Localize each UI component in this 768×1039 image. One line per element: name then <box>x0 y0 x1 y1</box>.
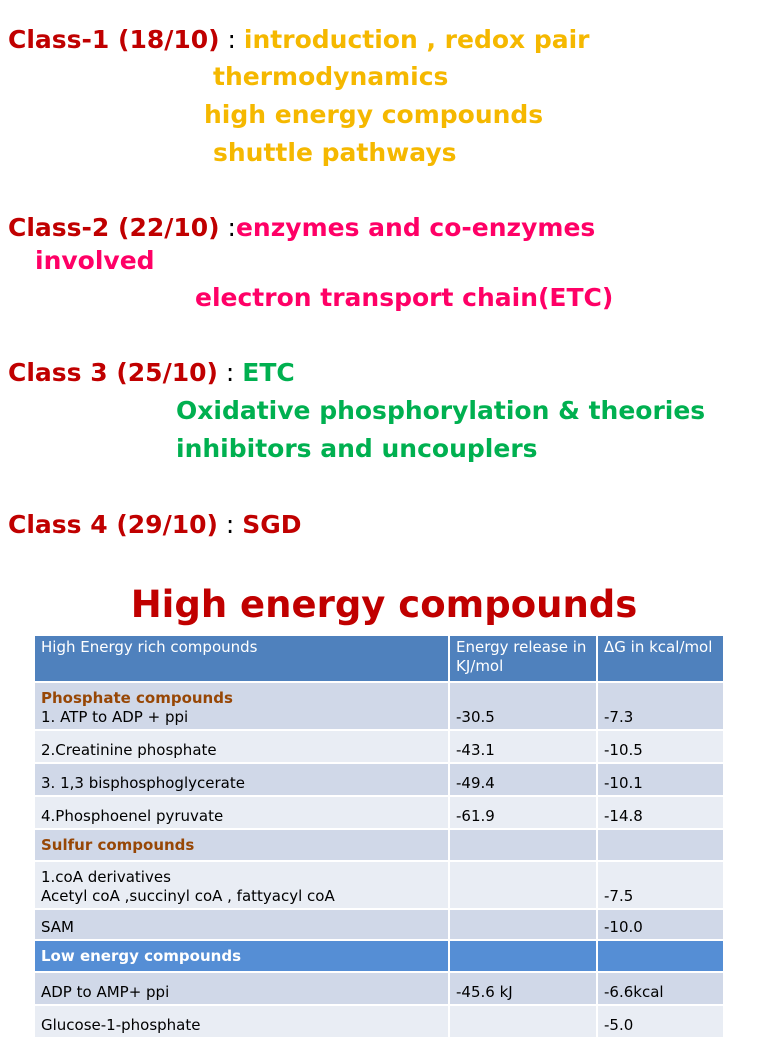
table-header-row <box>34 635 724 682</box>
energy-cell <box>449 1005 597 1038</box>
compound-cell: 4.Phosphoenel pyruvate <box>34 796 449 829</box>
class3-label: Class 3 (25/10) <box>8 358 218 387</box>
class4-sep: : <box>217 510 243 539</box>
dg-cell: -5.0 <box>597 1005 724 1038</box>
class2-topic-2: involved <box>35 246 155 275</box>
dg-cell: -6.6kcal <box>597 972 724 1005</box>
table-row <box>34 682 724 730</box>
empty-cell <box>449 940 597 972</box>
table-row <box>34 763 724 796</box>
class1-sep: : <box>219 25 244 54</box>
dg-cell: -7.3 <box>597 682 724 730</box>
class2-topic-3: electron transport chain(ETC) <box>195 283 614 312</box>
table-row <box>34 829 724 861</box>
class2-sep: : <box>219 213 236 242</box>
energy-table <box>33 634 725 1039</box>
empty-cell <box>597 829 724 861</box>
dg-cell: -7.5 <box>597 861 724 909</box>
compound-cell: 2.Creatinine phosphate <box>34 730 449 763</box>
compound-line-2: Acetyl coA ,succinyl coA , fattyacyl coA <box>41 887 335 905</box>
table-row <box>34 972 724 1005</box>
table-row <box>34 796 724 829</box>
class3-line <box>8 358 295 388</box>
class1-line <box>8 25 590 55</box>
class1-topic-1: introduction , redox pair <box>243 25 590 54</box>
compound-cell: SAM <box>34 909 449 940</box>
class3-topic-3: inhibitors and uncouplers <box>176 434 538 463</box>
empty-cell <box>597 940 724 972</box>
table-row <box>34 1005 724 1038</box>
table-title: High energy compounds <box>130 583 638 626</box>
header-compounds: High Energy rich compounds <box>34 635 449 682</box>
class1-topic-3: high energy compounds <box>204 100 544 129</box>
class2-topic-1: enzymes and co-enzymes <box>235 213 596 242</box>
table-row <box>34 861 724 909</box>
table-row <box>34 909 724 940</box>
class1-label: Class-1 (18/10) <box>8 25 220 54</box>
class2-line <box>8 213 595 243</box>
section-low: Low energy compounds <box>34 940 449 972</box>
header-dg: ΔG in kcal/mol <box>597 635 724 682</box>
energy-cell: -49.4 <box>449 763 597 796</box>
class1-topic-2: thermodynamics <box>213 62 449 91</box>
dg-cell: -10.5 <box>597 730 724 763</box>
table-row <box>34 940 724 972</box>
header-energy: Energy release in KJ/mol <box>449 635 597 682</box>
energy-cell: -43.1 <box>449 730 597 763</box>
table-row <box>34 730 724 763</box>
class3-topic-1: ETC <box>242 358 295 387</box>
energy-cell <box>449 861 597 909</box>
dg-cell: -14.8 <box>597 796 724 829</box>
dg-cell: -10.1 <box>597 763 724 796</box>
class4-topic-1: SGD <box>242 510 302 539</box>
energy-cell <box>449 909 597 940</box>
dg-cell: -10.0 <box>597 909 724 940</box>
compound-cell <box>34 861 449 909</box>
class2-label: Class-2 (22/10) <box>8 213 220 242</box>
section-sulfur: Sulfur compounds <box>34 829 449 861</box>
compound-cell: ADP to AMP+ ppi <box>34 972 449 1005</box>
compound-cell: 3. 1,3 bisphosphoglycerate <box>34 763 449 796</box>
compound-cell: Glucose-1-phosphate <box>34 1005 449 1038</box>
phosphate-cell <box>34 682 449 730</box>
class1-topic-4: shuttle pathways <box>213 138 457 167</box>
class3-sep: : <box>217 358 243 387</box>
section-phosphate: Phosphate compounds <box>41 689 233 707</box>
class3-topic-2: Oxidative phosphorylation & theories <box>176 396 706 425</box>
empty-cell <box>449 829 597 861</box>
compound-cell: 1. ATP to ADP + ppi <box>41 708 189 726</box>
class4-line <box>8 510 302 540</box>
energy-cell: -30.5 <box>449 682 597 730</box>
compound-line-1: 1.coA derivatives <box>41 868 171 886</box>
energy-cell: -45.6 kJ <box>449 972 597 1005</box>
class4-label: Class 4 (29/10) <box>8 510 218 539</box>
energy-cell: -61.9 <box>449 796 597 829</box>
